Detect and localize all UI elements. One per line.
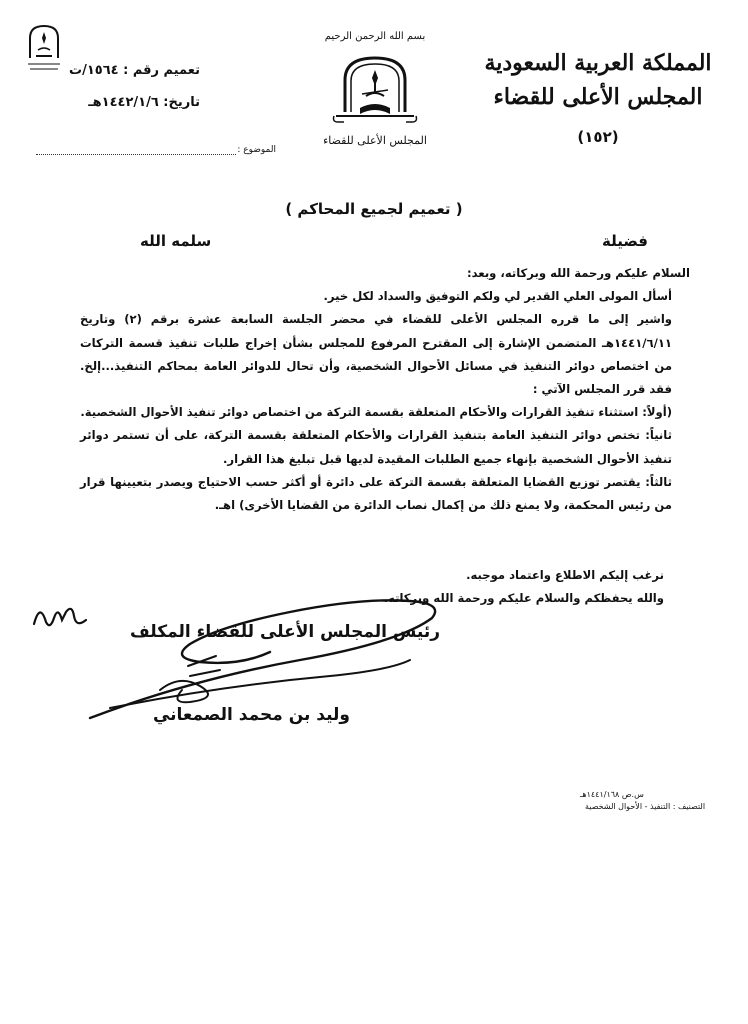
letterhead-left (0, 10, 280, 160)
greeting: السلام عليكم ورحمة الله وبركاته، وبعد: (466, 266, 690, 280)
signatory-name: وليد بن محمد الصمعاني (152, 705, 350, 725)
classification: التصنيف : التنفيذ - الأحوال الشخصية (585, 802, 706, 811)
signatory-title: رئيس المجلس الأعلى للقضاء المكلف (130, 622, 440, 642)
intro-paragraph: واشير إلى ما قرره المجلس الأعلى للقضاء في محضر الجلسة السابعة عشرة برقم (٢) وتاريخ ١٤٤١/٦/١١هـ المتضمن الإشارة إلى المقترح المرفوع للمجلس بشأن إخراج طلبات تنفيذ قسمة التركات من اختصاص دوائر التنفيذ في مسائل الأحوال الشخصية، وأن تحال للدوائر العامة بمحاكم التنفيذ...إلخ. فقد قرر المجلس الآتي : (80, 312, 672, 397)
subject-label: الموضوع : (237, 145, 276, 155)
small-logo-icon (22, 22, 66, 74)
document-title: ( تعميم لجميع المحاكم ) (285, 200, 463, 218)
kingdom-name: المملكة العربية السعودية (484, 50, 712, 76)
emblem-icon (330, 50, 420, 130)
signature-scribble (70, 590, 450, 740)
letterhead-right (478, 48, 718, 146)
letterhead-center (300, 30, 450, 147)
subject-field (36, 145, 276, 161)
header-number: (١٥٢) (577, 128, 619, 146)
salutation-right: فضيلة (602, 232, 648, 250)
salutation-left: سلمه الله (140, 232, 212, 250)
item-3: ثالثاً: يقتصر توزيع القضايا المتعلقة بقسمة التركة على دائرة أو أكثر حسب الاحتياج ويصدر بتعيينها قرار من رئيس المحكمة، ولا يمنع ذلك من إكمال نصاب الدائرة من القضايا الأخرى) اهـ. (80, 474, 672, 513)
reference-number: س.ص ١٤٤١/١٦٨هـ (580, 790, 644, 799)
circular-date: تاريخ: ١٤٤٢/١/٦هـ (88, 95, 200, 110)
closing-line-1: نرغب إليكم الاطلاع واعتماد موجبه. (466, 568, 664, 582)
salutation-row (140, 232, 648, 254)
prayer: أسأل المولى العلي القدير لي ولكم التوفيق والسداد لكل خير. (323, 289, 672, 304)
letter-body (80, 262, 690, 517)
closing-line-2: والله يحفظكم والسلام عليكم ورحمة الله وبركاته. (383, 591, 664, 605)
circular-number: تعميم رقم : ١٥٦٤/ت (69, 63, 200, 78)
item-2: ثانياً: تختص دوائر التنفيذ العامة بتنفيذ القرارات والأحكام المتعلقة بقسمة التركة، على أن تستمر دوائر تنفيذ الأحوال الشخصية بإنهاء جميع الطلبات المقيدة لديها قبل تبليغ هذا القرار. (80, 428, 672, 466)
item-1: (أولاً: استثناء تنفيذ القرارات والأحكام المتعلقة بقسمة التركة من اختصاص دوائر تنفيذ الأحوال الشخصية. (80, 405, 672, 420)
emblem-caption: المجلس الأعلى للقضاء (323, 134, 427, 147)
council-name: المجلس الأعلى للقضاء (493, 84, 703, 110)
basmala: بسم الله الرحمن الرحيم (324, 31, 426, 42)
subject-dotted-line (36, 154, 236, 155)
